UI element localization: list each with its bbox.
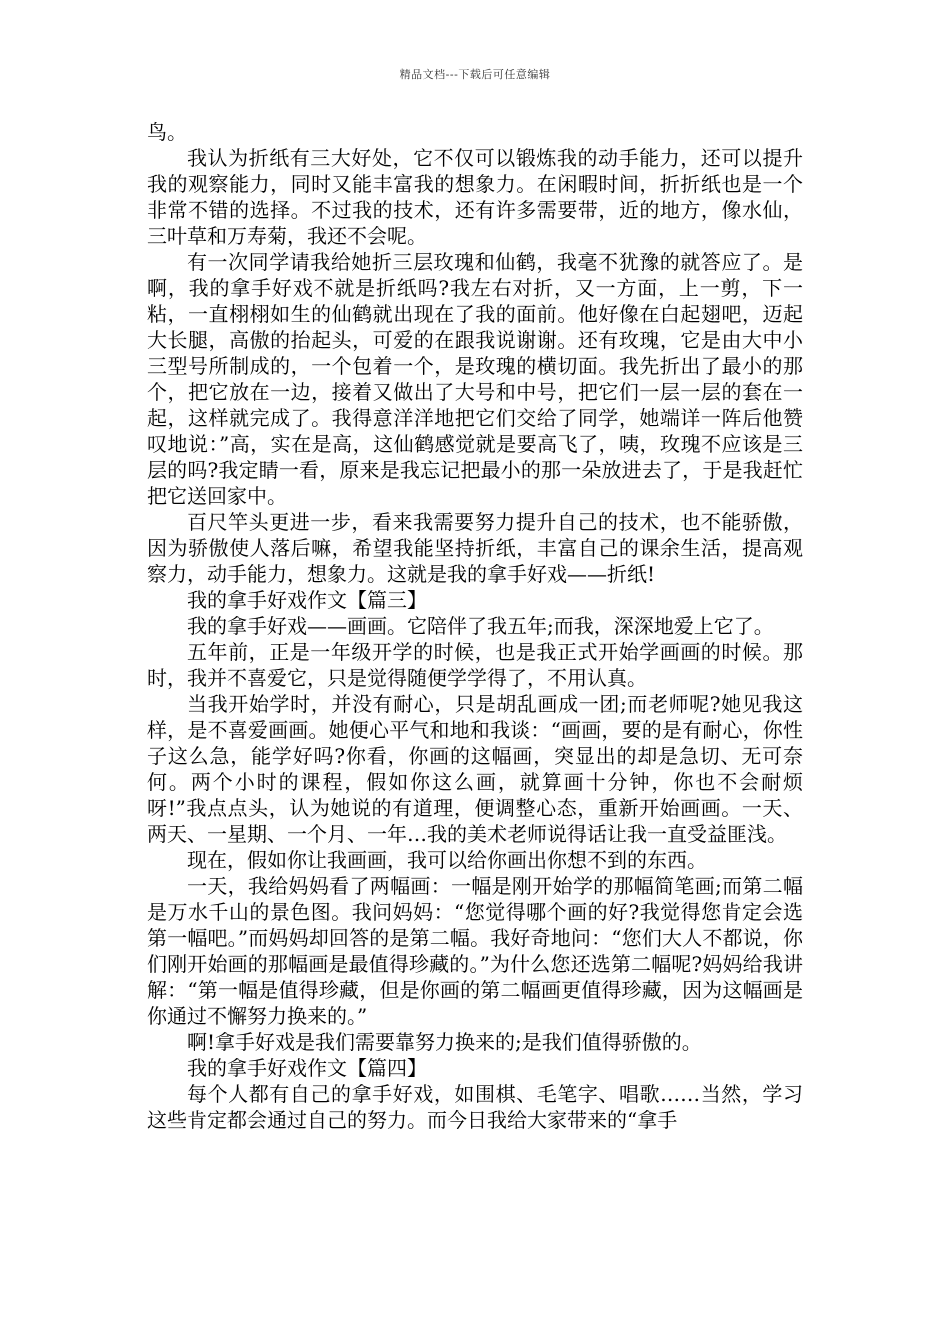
paragraph: 当我开始学时，并没有耐心，只是胡乱画成一团;而老师呢?她见我这样，是不喜爱画画。她便心平气和地和我谈：“画画，要的是有耐心，你性子这么急，能学好吗?你看，你画的这幅画，突显出的却是急切、无可奈何。两个小时的课程，假如你这么画，就算画十分钟，你也不会耐烦呀!”我点点头，认为她说的有道理，便调整心态，重新开始画画。一天、两天、一星期、一个月、一年…我的美术老师说得话让我一直受益匪浅。 bbox=[147, 692, 803, 846]
paragraph: 啊!拿手好戏是我们需要靠努力换来的;是我们值得骄傲的。 bbox=[187, 1030, 702, 1054]
section-heading: 我的拿手好戏作文【篇四】 bbox=[187, 1056, 427, 1080]
document-body bbox=[147, 119, 803, 1133]
paragraph: 有一次同学请我给她折三层玫瑰和仙鹤，我毫不犹豫的就答应了。是啊，我的拿手好戏不就是折纸吗?我左右对折，又一方面，上一剪，下一粘，一直栩栩如生的仙鹤就出现在了我的面前。他好像在白起翅吧，迈起大长腿，高傲的抬起头，可爱的在跟我说谢谢。还有玫瑰，它是由大中小三型号所制成的，一个包着一个，是玫瑰的横切面。我先折出了最小的那个，把它放在一边，接着又做出了大号和中号，把它们一层一层的套在一起，这样就完成了。我得意洋洋地把它们交给了同学，她端详一阵后他赞叹地说：”高，实在是高，这仙鹤感觉就是要高飞了，咦，玫瑰不应该是三层的吗?我定睛一看，原来是我忘记把最小的那一朵放进去了，于是我赶忙把它送回家中。 bbox=[147, 250, 803, 508]
paragraph: 每个人都有自己的拿手好戏，如围棋、毛笔字、唱歌……当然，学习这些肯定都会通过自己的努力。而今日我给大家带来的“拿手 bbox=[147, 1082, 803, 1132]
section-heading: 我的拿手好戏作文【篇三】 bbox=[187, 588, 427, 612]
page-header: 精品文档---下载后可任意编辑 bbox=[399, 68, 551, 81]
paragraph: 百尺竿头更进一步，看来我需要努力提升自己的技术，也不能骄傲，因为骄傲使人落后嘛，希望我能坚持折纸，丰富自己的课余生活，提高观察力，动手能力，想象力。这就是我的拿手好戏——折纸! bbox=[147, 510, 803, 586]
paragraph: 我的拿手好戏——画画。它陪伴了我五年;而我，深深地爱上它了。 bbox=[187, 614, 774, 638]
paragraph: 五年前，正是一年级开学的时候，也是我正式开始学画画的时候。那时，我并不喜爱它，只是觉得随便学学得了，不用认真。 bbox=[147, 640, 803, 690]
paragraph: 我认为折纸有三大好处，它不仅可以锻炼我的动手能力，还可以提升我的观察能力，同时又能丰富我的想象力。在闲暇时间，折折纸也是一个非常不错的选择。不过我的技术，还有许多需要带，近的地方，像水仙，三叶草和万寿菊，我还不会呢。 bbox=[147, 146, 803, 248]
paragraph: 一天，我给妈妈看了两幅画：一幅是刚开始学的那幅简笔画;而第二幅是万水千山的景色图。我问妈妈：“您觉得哪个画的好?我觉得您肯定会选第一幅吧。”而妈妈却回答的是第二幅。我好奇地问：“您们大人不都说，你们刚开始画的那幅画是最值得珍藏的。”为什么您还选第二幅呢?妈妈给我讲解：“第一幅是值得珍藏，但是你画的第二幅画更值得珍藏，因为这幅画是你通过不懈努力换来的。” bbox=[147, 874, 803, 1028]
paragraph-continuation: 鸟。 bbox=[147, 120, 187, 144]
paragraph: 现在，假如你让我画画，我可以给你画出你想不到的东西。 bbox=[187, 848, 707, 872]
